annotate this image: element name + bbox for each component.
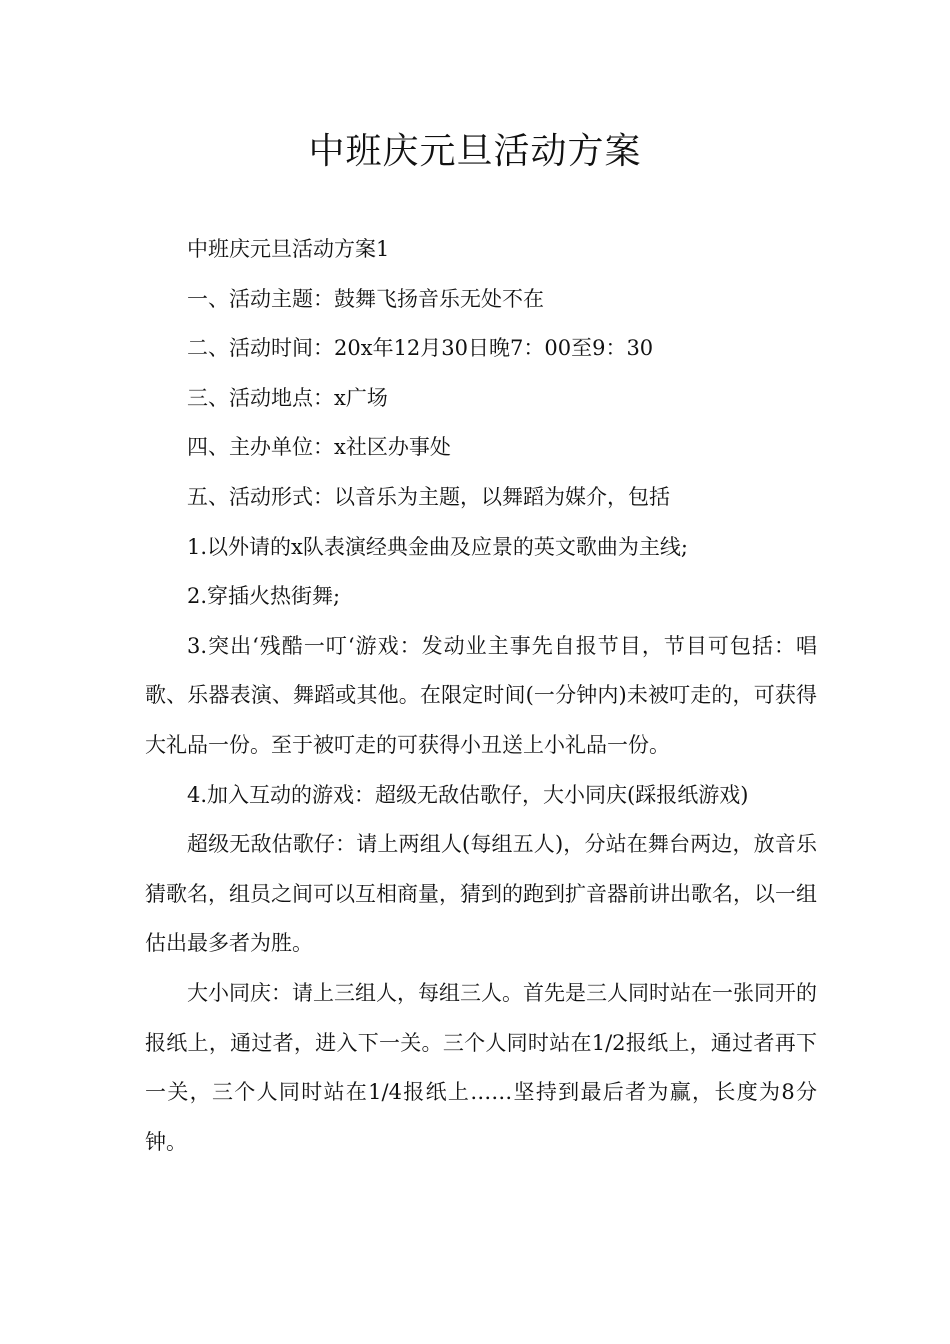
section-heading: 中班庆元旦活动方案1 [187,237,390,261]
activity-organizer: 四、主办单位：x社区办事处 [187,435,451,460]
document-title: 中班庆元旦活动方案 [308,131,642,172]
song-guess-game: 超级无敌估歌仔：请上两组人(每组五人)，分站在舞台两边，放音乐猜歌名，组员之间可以互相商量，猜到的跑到扩音器前讲出歌名，以一组估出最多者为胜。 [145,832,817,956]
activity-time: 二、活动时间：20x年12月30日晚7：00至9：30 [187,336,654,361]
activity-theme: 一、活动主题：鼓舞飞扬音乐无处不在 [187,286,544,311]
format-item-1: 1.以外请的x队表演经典金曲及应景的英文歌曲为主线; [187,534,688,559]
format-item-2: 2.穿插火热街舞; [187,584,341,609]
format-item-3: 3.突出‘残酷一叮‘游戏：发动业主事先自报节目，节目可包括：唱歌、乐器表演、舞蹈或其他。在限定时间(一分钟内)未被叮走的，可获得大礼品一份。至于被叮走的可获得小丑送上小礼品一份。 [145,633,817,757]
document-body [145,225,817,1167]
activity-location: 三、活动地点：x广场 [187,385,388,410]
newspaper-game: 大小同庆：请上三组人，每组三人。首先是三人同时站在一张同开的报纸上，通过者，进入下一关。三个人同时站在1/2报纸上，通过者再下一关，三个人同时站在1/4报纸上……坚持到最后者为赢，长度为8分钟。 [145,980,817,1154]
activity-format: 五、活动形式：以音乐为主题，以舞蹈为媒介，包括 [187,484,670,509]
format-item-4: 4.加入互动的游戏：超级无敌估歌仔，大小同庆(踩报纸游戏) [187,782,749,807]
